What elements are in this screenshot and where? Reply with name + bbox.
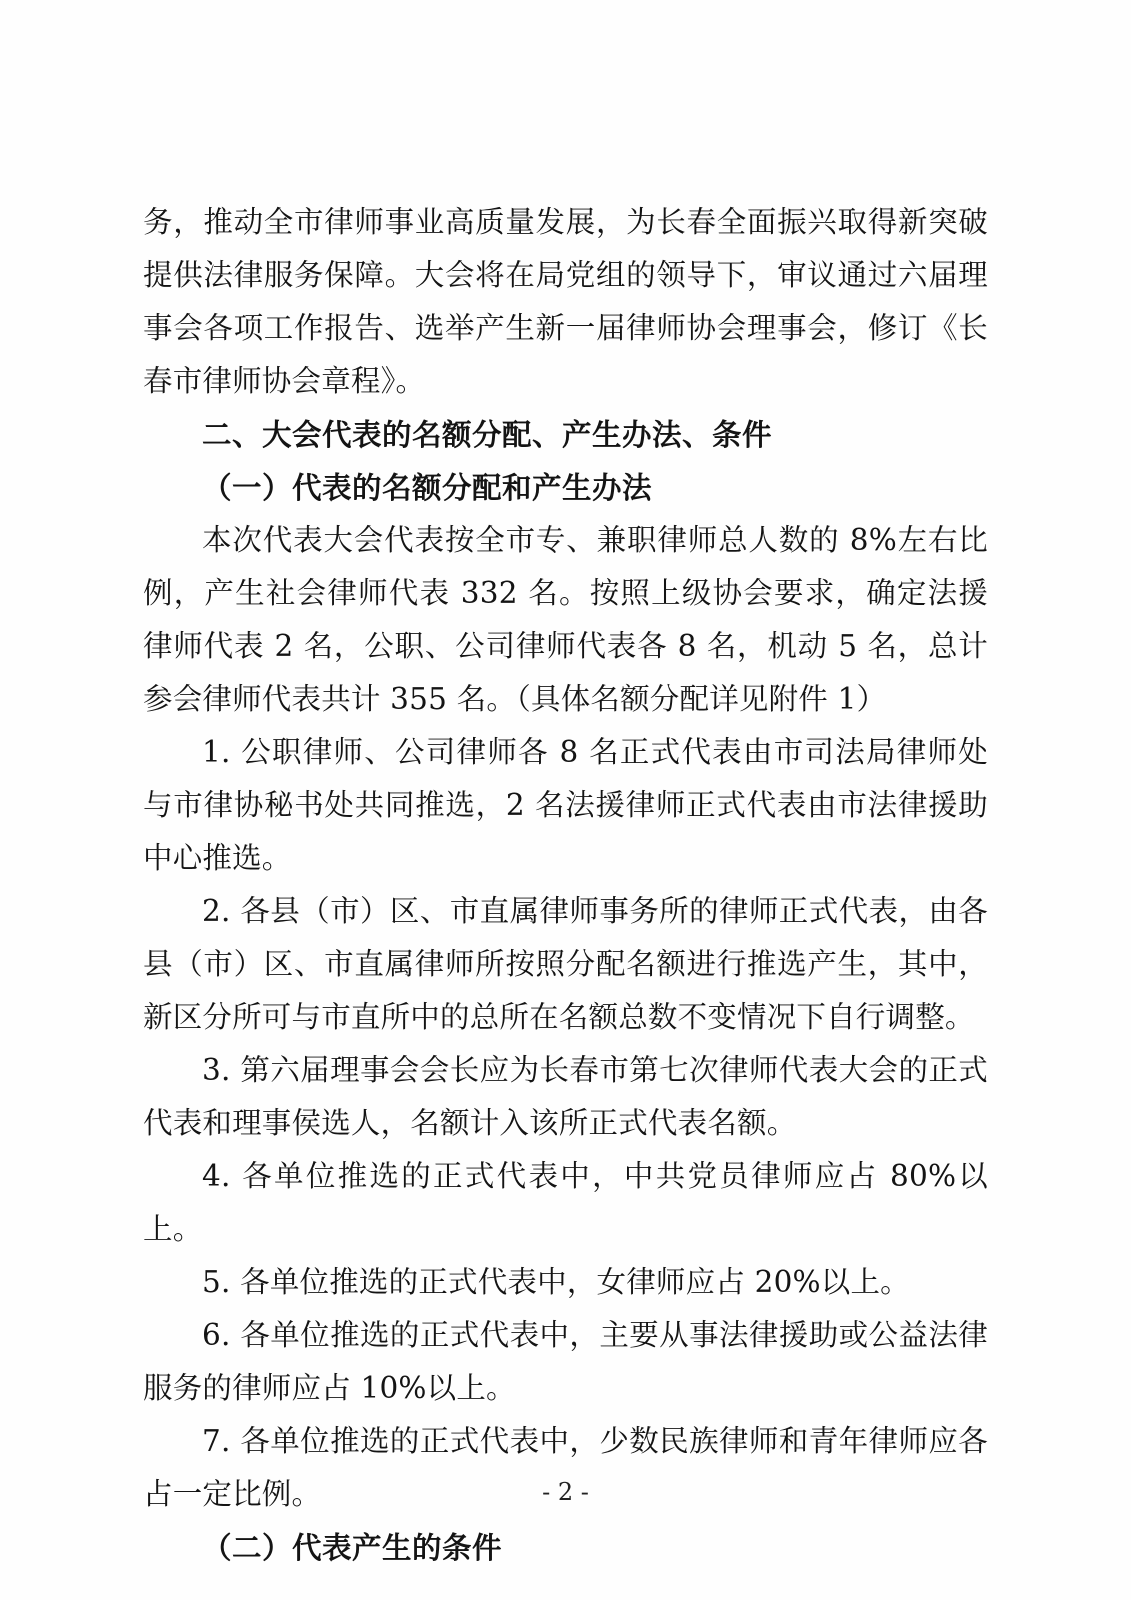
paragraph-item-4: 4. 各单位推选的正式代表中，中共党员律师应占 80%以上。 (143, 1159, 988, 1246)
page-number: - 2 - (542, 1478, 589, 1506)
paragraph-continuation: 务，推动全市律师事业高质量发展，为长春全面振兴取得新突破提供法律服务保障。大会将在局党组的领导下，审议通过六届理事会各项工作报告、选举产生新一届律师协会理事会，修订《长春市律师协会章程》。 (143, 205, 988, 398)
subsection-heading-one: （一）代表的名额分配和产生办法 (202, 470, 653, 505)
paragraph-quota-allocation: 本次代表大会代表按全市专、兼职律师总人数的 8%左右比例，产生社会律师代表 332 名。按照上级协会要求，确定法援律师代表 2 名，公职、公司律师代表各 8 名，机动 5 名，总计参会律师代表共计 355 名。（具体名额分配详见附件 1） (143, 523, 988, 716)
paragraph-item-6: 6. 各单位推选的正式代表中，主要从事法律援助或公益法律服务的律师应占 10%以上。 (143, 1318, 988, 1405)
section-heading-two: 二、大会代表的名额分配、产生办法、条件 (202, 417, 773, 452)
document-body (143, 196, 988, 1574)
paragraph-item-3: 3. 第六届理事会会长应为长春市第七次律师代表大会的正式代表和理事侯选人，名额计入该所正式代表名额。 (143, 1053, 988, 1140)
paragraph-item-7: 7. 各单位推选的正式代表中，少数民族律师和青年律师应各占一定比例。 (143, 1424, 988, 1511)
paragraph-item-1: 1. 公职律师、公司律师各 8 名正式代表由市司法局律师处与市律协秘书处共同推选，2 名法援律师正式代表由市法律援助中心推选。 (143, 735, 988, 875)
paragraph-item-2: 2. 各县（市）区、市直属律师事务所的律师正式代表，由各县（市）区、市直属律师所按照分配名额进行推选产生，其中，新区分所可与市直所中的总所在名额总数不变情况下自行调整。 (143, 894, 988, 1034)
subsection-heading-two: （二）代表产生的条件 (202, 1530, 503, 1565)
paragraph-item-5: 5. 各单位推选的正式代表中，女律师应占 20%以上。 (202, 1265, 910, 1299)
